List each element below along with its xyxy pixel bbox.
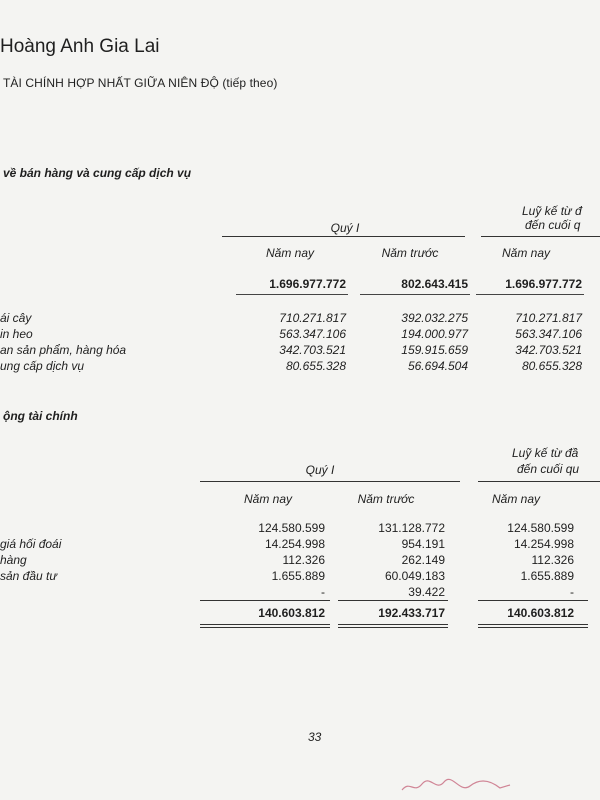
section1-period-label: Quý I bbox=[330, 221, 360, 235]
page-number: 33 bbox=[308, 730, 322, 744]
section1-col-header-1: Năm nay bbox=[265, 246, 315, 260]
section1-row-value: 710.271.817 bbox=[279, 311, 346, 325]
section2-row-value: 124.580.599 bbox=[258, 521, 325, 535]
section2-total-double-rule-3a bbox=[478, 624, 588, 625]
handwritten-signature-icon bbox=[400, 776, 520, 796]
section2-subtotal-rule-1 bbox=[200, 600, 330, 601]
section2-row-value: 124.580.599 bbox=[507, 521, 574, 535]
section1-row-value: 56.694.504 bbox=[407, 359, 468, 373]
section1-row-value: 159.915.659 bbox=[401, 343, 468, 357]
section1-total-underline-2 bbox=[360, 294, 470, 295]
section1-col-header-2: Năm trước bbox=[381, 246, 439, 260]
section2-row-value: 954.191 bbox=[401, 537, 445, 551]
section2-total-1: 140.603.812 bbox=[258, 606, 325, 620]
section2-row-value: 14.254.998 bbox=[513, 537, 574, 551]
section2-total-2: 192.433.717 bbox=[378, 606, 445, 620]
section2-row-value: - bbox=[321, 585, 325, 599]
section2-row-label: sản đầu tư bbox=[0, 569, 57, 583]
section2-col-header-2: Năm trước bbox=[357, 492, 415, 506]
section1-row-label: an sản phẩm, hàng hóa bbox=[0, 343, 127, 357]
section2-total-3: 140.603.812 bbox=[507, 606, 574, 620]
section1-row-value: 563.347.106 bbox=[279, 327, 346, 341]
section2-subtotal-rule-2 bbox=[338, 600, 448, 601]
section1-total-1: 1.696.977.772 bbox=[269, 277, 346, 291]
section2-cumulative-rule bbox=[478, 481, 600, 482]
section2-row-value: 1.655.889 bbox=[271, 569, 325, 583]
section1-period-rule bbox=[222, 236, 465, 237]
section2-cumulative-label-2: đến cuối qu bbox=[517, 462, 580, 476]
section1-cumulative-label-1: Luỹ kế từ đ bbox=[522, 204, 582, 218]
section2-title: ộng tài chính bbox=[3, 409, 78, 423]
signature-mark bbox=[400, 776, 520, 799]
section2-cumulative-label-1: Luỹ kế từ đầ bbox=[512, 446, 579, 460]
section2-row-value: - bbox=[570, 585, 574, 599]
section2-period-label: Quý I bbox=[305, 463, 335, 477]
section1-total-3: 1.696.977.772 bbox=[505, 277, 582, 291]
report-subtitle: TÀI CHÍNH HỢP NHẤT GIỮA NIÊN ĐỘ (tiếp theo) bbox=[3, 76, 278, 90]
section2-row-value: 262.149 bbox=[401, 553, 445, 567]
section1-row-label: ái cây bbox=[0, 311, 32, 325]
section2-row-value: 14.254.998 bbox=[264, 537, 325, 551]
section1-row-value: 710.271.817 bbox=[515, 311, 582, 325]
section2-row-value: 60.049.183 bbox=[384, 569, 445, 583]
section1-total-2: 802.643.415 bbox=[401, 277, 468, 291]
section2-period-rule bbox=[200, 481, 460, 482]
section2-total-double-rule-1b bbox=[200, 627, 330, 628]
company-name: Hoàng Anh Gia Lai bbox=[0, 36, 160, 57]
section1-row-value: 342.703.521 bbox=[515, 343, 582, 357]
section2-row-label: giá hối đoái bbox=[0, 537, 62, 551]
section1-row-value: 342.703.521 bbox=[279, 343, 346, 357]
section2-subtotal-rule-3 bbox=[478, 600, 588, 601]
section2-col-header-3: Năm nay bbox=[491, 492, 541, 506]
section2-total-double-rule-1a bbox=[200, 624, 330, 625]
section1-row-label: ung cấp dịch vụ bbox=[0, 359, 85, 373]
section2-total-double-rule-2a bbox=[338, 624, 448, 625]
section2-row-value: 112.326 bbox=[282, 553, 325, 567]
section1-cumulative-label-2: đến cuối q bbox=[525, 218, 581, 232]
section1-row-value: 80.655.328 bbox=[521, 359, 582, 373]
section1-total-underline-1 bbox=[236, 294, 348, 295]
section1-total-underline-3 bbox=[476, 294, 584, 295]
section1-col-header-3: Năm nay bbox=[501, 246, 551, 260]
section1-row-value: 80.655.328 bbox=[285, 359, 346, 373]
section2-row-value: 112.326 bbox=[531, 553, 574, 567]
section1-row-label: in heo bbox=[0, 327, 33, 341]
section1-title: về bán hàng và cung cấp dịch vụ bbox=[3, 166, 192, 180]
section2-row-value: 39.422 bbox=[408, 585, 445, 599]
section2-row-value: 1.655.889 bbox=[520, 569, 574, 583]
section2-row-label: hàng bbox=[0, 553, 27, 567]
section1-row-value: 563.347.106 bbox=[515, 327, 582, 341]
section2-col-header-1: Năm nay bbox=[243, 492, 293, 506]
section2-row-value: 131.128.772 bbox=[378, 521, 445, 535]
section2-total-double-rule-3b bbox=[478, 627, 588, 628]
section2-total-double-rule-2b bbox=[338, 627, 448, 628]
section1-row-value: 194.000.977 bbox=[401, 327, 468, 341]
section1-row-value: 392.032.275 bbox=[401, 311, 468, 325]
section1-cumulative-rule bbox=[481, 236, 600, 237]
